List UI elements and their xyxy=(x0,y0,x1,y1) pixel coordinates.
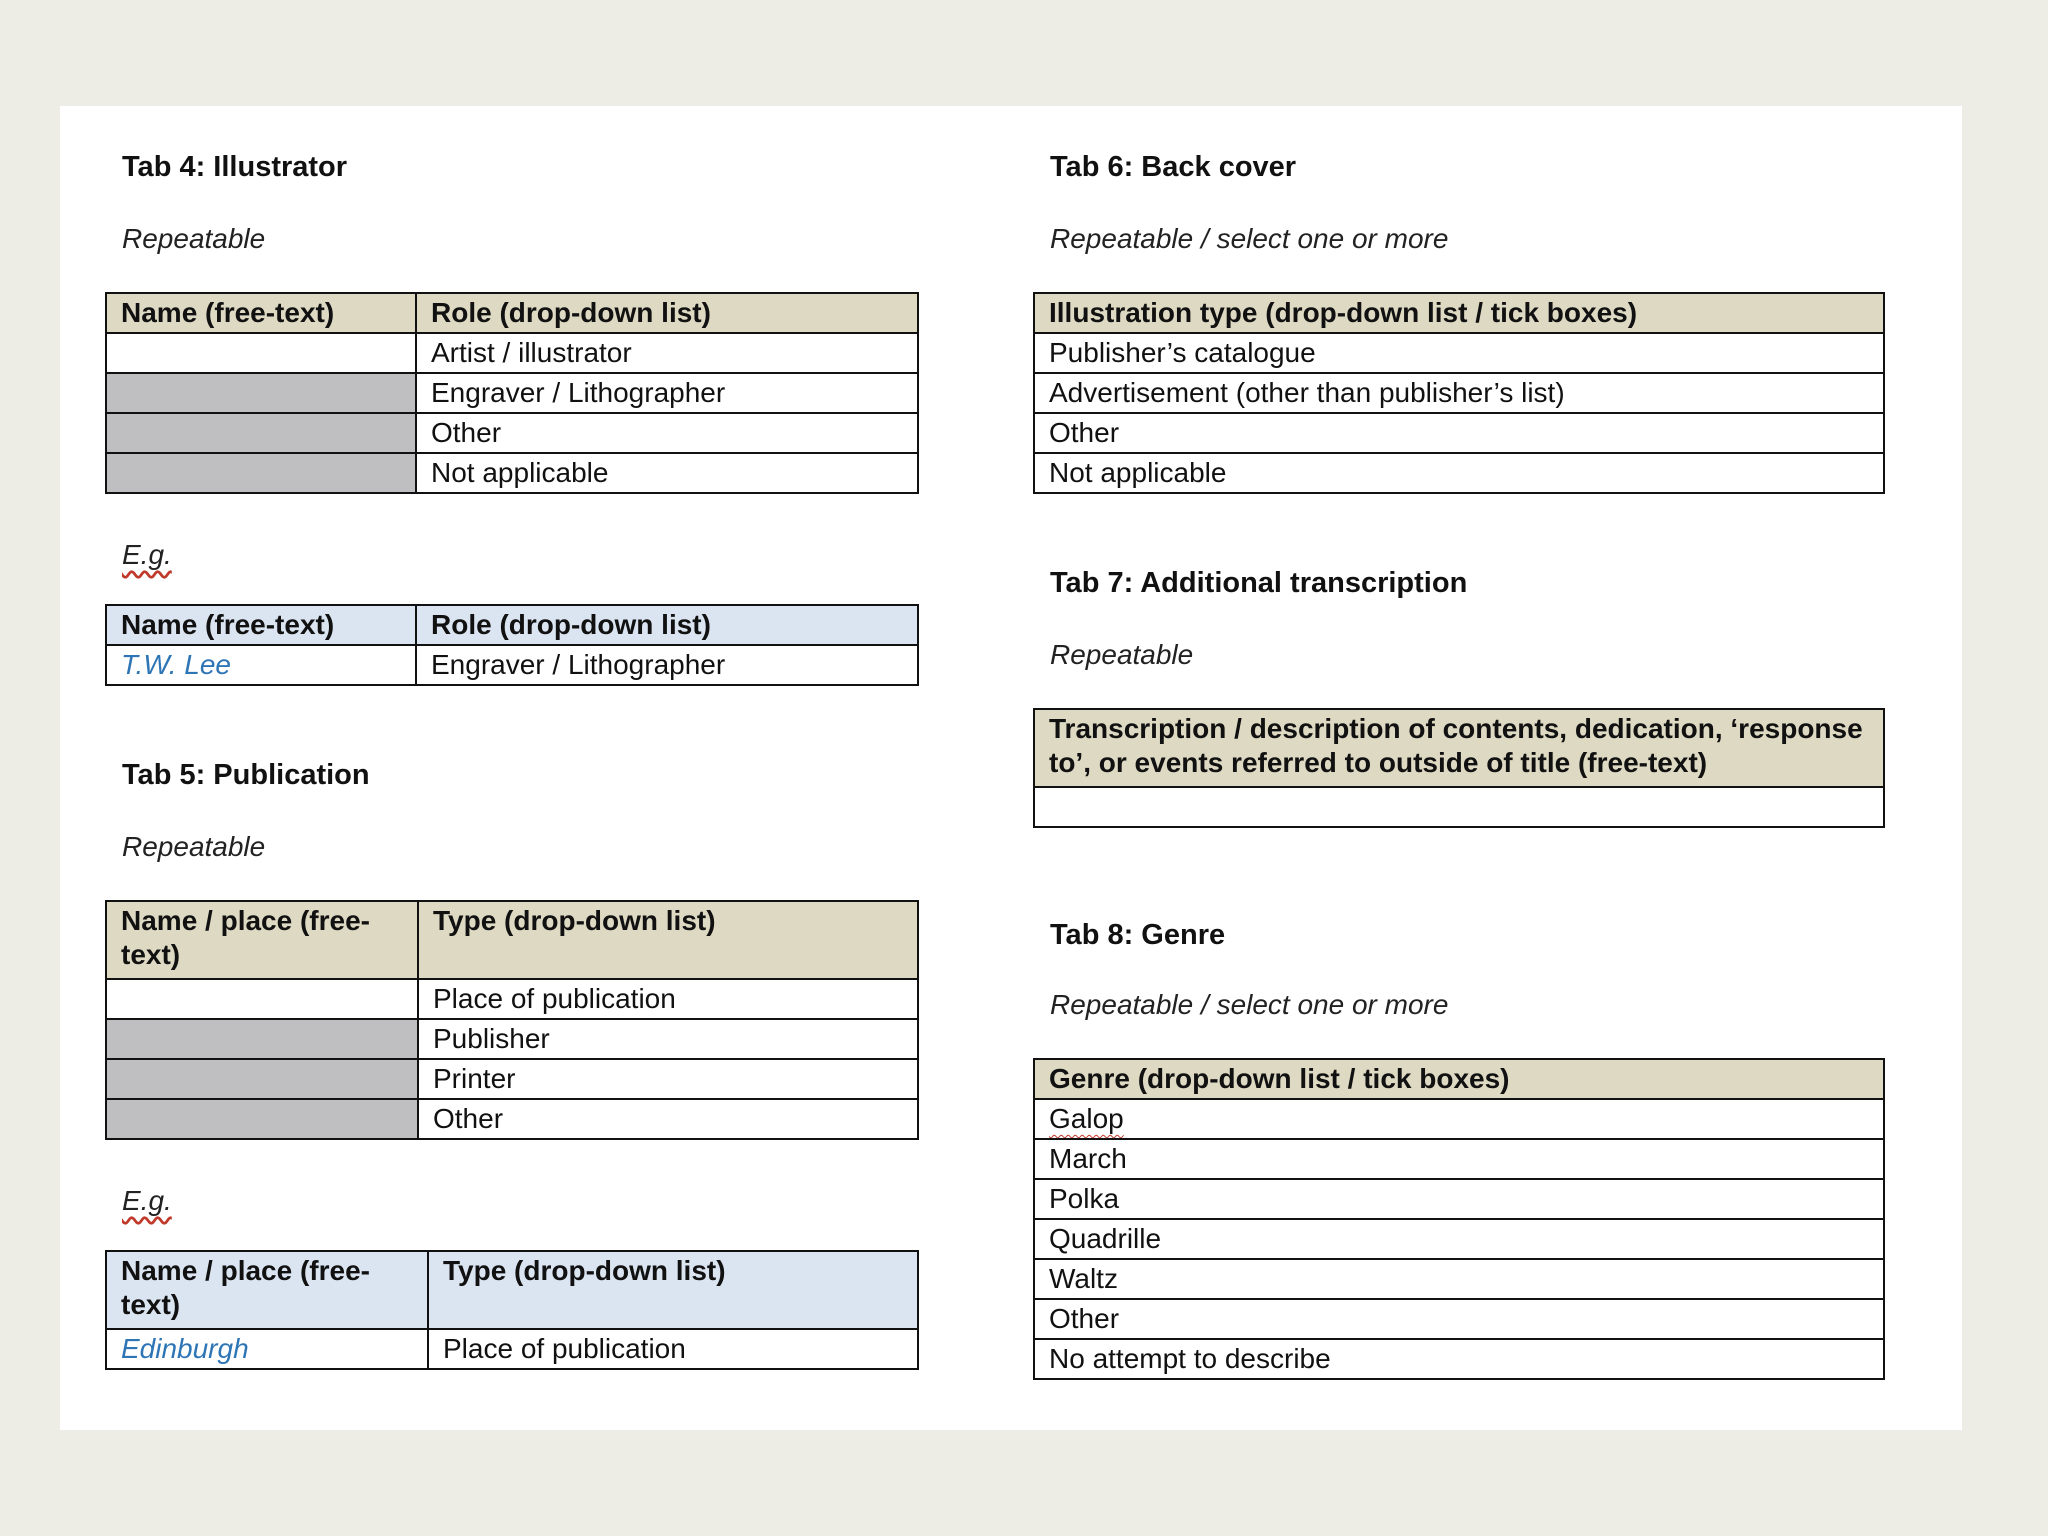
genre-option[interactable]: Polka xyxy=(1034,1179,1884,1219)
tab8-table xyxy=(1033,1058,1885,1380)
table-row xyxy=(1034,1179,1884,1219)
tab6-table xyxy=(1033,292,1885,494)
document-page xyxy=(60,106,1962,1430)
table-row xyxy=(1034,1299,1884,1339)
role-option: Other xyxy=(416,413,918,453)
tab4-note: Repeatable xyxy=(122,223,266,254)
table-row xyxy=(106,645,918,685)
type-option: Printer xyxy=(418,1059,918,1099)
genre-label: Galop xyxy=(1049,1103,1124,1134)
tab5-example-header-name: Name / place (free-text) xyxy=(106,1251,428,1329)
illustration-type-option[interactable]: Advertisement (other than publisher’s list) xyxy=(1034,373,1884,413)
name-cell-disabled xyxy=(106,1099,418,1139)
name-cell-disabled xyxy=(106,373,416,413)
tab8-note: Repeatable / select one or more xyxy=(1050,989,1449,1020)
name-cell[interactable] xyxy=(106,979,418,1019)
tab5-title: Tab 5: Publication xyxy=(122,759,370,791)
name-cell-disabled xyxy=(106,1059,418,1099)
tab5-header-type: Type (drop-down list) xyxy=(418,901,918,979)
table-row xyxy=(106,1019,918,1059)
table-row xyxy=(1034,373,1884,413)
tab8-header: Genre (drop-down list / tick boxes) xyxy=(1034,1059,1884,1099)
table-row xyxy=(1034,413,1884,453)
table-row xyxy=(1034,1259,1884,1299)
name-cell-disabled xyxy=(106,413,416,453)
genre-option[interactable] xyxy=(1034,1099,1884,1139)
table-row xyxy=(106,373,918,413)
example-name: Edinburgh xyxy=(106,1329,428,1369)
tab7-note: Repeatable xyxy=(1050,639,1194,670)
tab4-table xyxy=(105,292,919,494)
example-name: T.W. Lee xyxy=(106,645,416,685)
illustration-type-option[interactable]: Other xyxy=(1034,413,1884,453)
genre-option[interactable]: Other xyxy=(1034,1299,1884,1339)
genre-option[interactable]: March xyxy=(1034,1139,1884,1179)
name-cell-disabled xyxy=(106,453,416,493)
tab4-example-table xyxy=(105,604,919,686)
tab5-header-name: Name / place (free-text) xyxy=(106,901,418,979)
genre-option[interactable]: Quadrille xyxy=(1034,1219,1884,1259)
illustration-type-option[interactable]: Not applicable xyxy=(1034,453,1884,493)
type-option: Other xyxy=(418,1099,918,1139)
name-cell[interactable] xyxy=(106,333,416,373)
transcription-field[interactable] xyxy=(1034,787,1884,827)
tab8-title: Tab 8: Genre xyxy=(1050,919,1226,951)
table-row xyxy=(106,453,918,493)
example-type: Place of publication xyxy=(428,1329,918,1369)
tab6-header: Illustration type (drop-down list / tick boxes) xyxy=(1034,293,1884,333)
table-row xyxy=(1034,1139,1884,1179)
tab7-header: Transcription / description of contents, dedication, ‘response to’, or events referred to outside of title (free-text) xyxy=(1034,709,1884,787)
genre-option[interactable]: Waltz xyxy=(1034,1259,1884,1299)
tab5-example-table xyxy=(105,1250,919,1370)
role-option: Not applicable xyxy=(416,453,918,493)
type-option: Publisher xyxy=(418,1019,918,1059)
tab4-title: Tab 4: Illustrator xyxy=(122,151,348,183)
table-row xyxy=(1034,1339,1884,1379)
tab6-title: Tab 6: Back cover xyxy=(1050,151,1297,183)
tab4-header-role: Role (drop-down list) xyxy=(416,293,918,333)
table-row xyxy=(106,333,918,373)
tab5-note: Repeatable xyxy=(122,831,266,862)
table-row xyxy=(1034,1219,1884,1259)
table-row xyxy=(106,1059,918,1099)
tab7-table xyxy=(1033,708,1885,828)
table-row xyxy=(1034,453,1884,493)
table-row xyxy=(1034,1099,1884,1139)
tab5-example-header-type: Type (drop-down list) xyxy=(428,1251,918,1329)
tab4-eg-label: E.g. xyxy=(122,539,172,570)
tab5-eg-label: E.g. xyxy=(122,1185,172,1216)
role-option: Engraver / Lithographer xyxy=(416,373,918,413)
tab5-table xyxy=(105,900,919,1140)
genre-option[interactable]: No attempt to describe xyxy=(1034,1339,1884,1379)
table-row xyxy=(106,1099,918,1139)
role-option: Artist / illustrator xyxy=(416,333,918,373)
name-cell-disabled xyxy=(106,1019,418,1059)
tab6-note: Repeatable / select one or more xyxy=(1050,223,1449,254)
tab4-header-name: Name (free-text) xyxy=(106,293,416,333)
example-role: Engraver / Lithographer xyxy=(416,645,918,685)
table-row xyxy=(106,1329,918,1369)
type-option: Place of publication xyxy=(418,979,918,1019)
tab4-example-header-role: Role (drop-down list) xyxy=(416,605,918,645)
tab7-title: Tab 7: Additional transcription xyxy=(1050,567,1468,599)
tab4-example-header-name: Name (free-text) xyxy=(106,605,416,645)
illustration-type-option[interactable]: Publisher’s catalogue xyxy=(1034,333,1884,373)
table-row xyxy=(106,413,918,453)
table-row xyxy=(106,979,918,1019)
table-row xyxy=(1034,787,1884,827)
table-row xyxy=(1034,333,1884,373)
